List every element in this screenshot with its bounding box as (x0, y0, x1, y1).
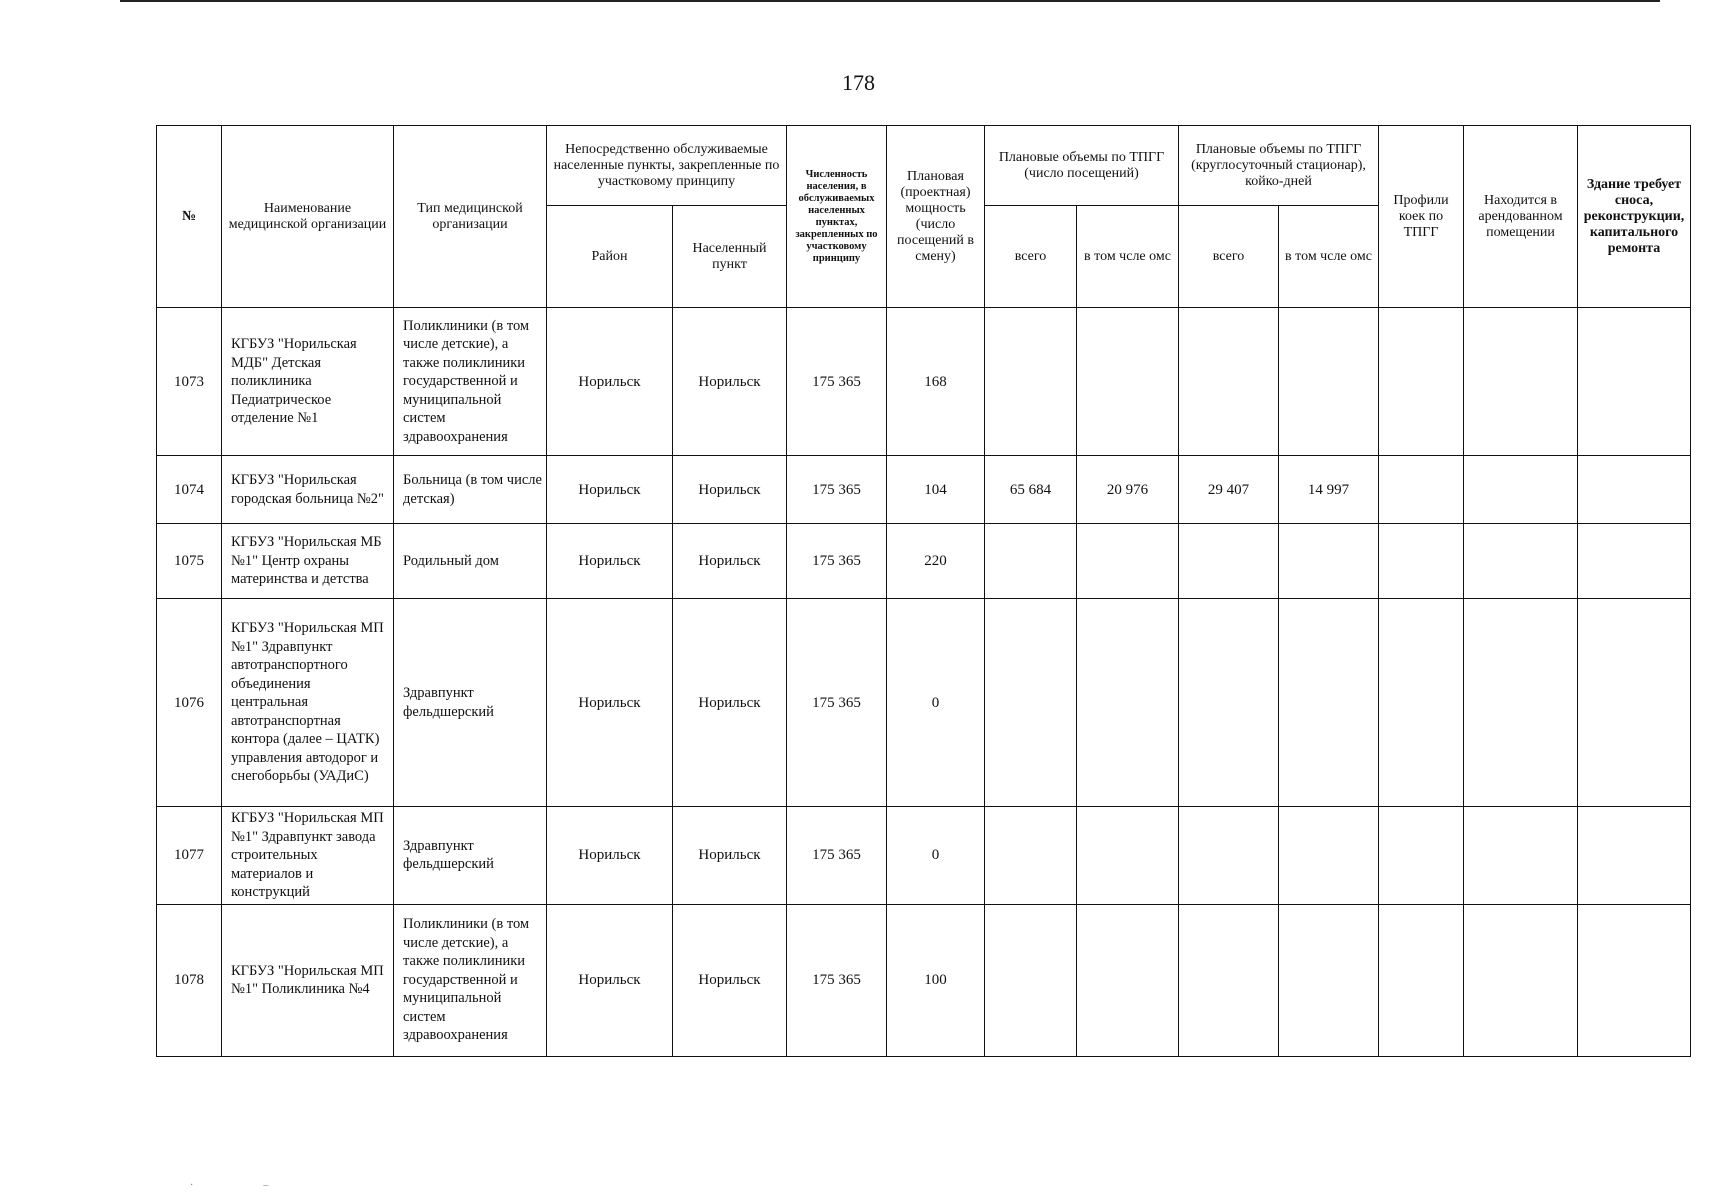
cell-profiles (1379, 599, 1464, 807)
cell-capacity: 220 (887, 524, 985, 599)
cell-visits-oms (1077, 904, 1179, 1056)
header-visits-oms: в том чсле омс (1077, 206, 1179, 308)
cell-profiles (1379, 524, 1464, 599)
cell-beds-oms (1279, 807, 1379, 905)
header-tpgg-beds-group: Плановые объемы по ТПГГ (круглосуточный стационар), койко-дней (1179, 126, 1379, 206)
cell-district: Норильск (547, 456, 673, 524)
cell-capacity: 168 (887, 308, 985, 456)
cell-beds-oms (1279, 904, 1379, 1056)
cell-no: 1077 (157, 807, 222, 905)
cell-no: 1074 (157, 456, 222, 524)
header-no: № (157, 126, 222, 308)
cell-demolition (1578, 524, 1691, 599)
cell-visits-total (985, 904, 1077, 1056)
cell-name: КГБУЗ "Норильская МП №1" Здравпункт завода строительных материалов и конструкций (222, 807, 394, 905)
cell-type: Поликлиники (в том числе детские), а также поликлиники государственной и муниципальной систем здравоохранения (394, 308, 547, 456)
cell-profiles (1379, 456, 1464, 524)
cell-settlement: Норильск (673, 524, 787, 599)
cell-visits-total (985, 524, 1077, 599)
cell-district: Норильск (547, 599, 673, 807)
cell-profiles (1379, 807, 1464, 905)
cell-demolition (1578, 807, 1691, 905)
cell-no: 1078 (157, 904, 222, 1056)
header-beds-total: всего (1179, 206, 1279, 308)
cell-settlement: Норильск (673, 599, 787, 807)
cell-beds-total (1179, 599, 1279, 807)
cell-settlement: Норильск (673, 308, 787, 456)
cell-rented (1464, 807, 1578, 905)
cell-rented (1464, 456, 1578, 524)
header-type: Тип медицинской организации (394, 126, 547, 308)
cell-visits-total: 65 684 (985, 456, 1077, 524)
table-row (157, 599, 1691, 807)
cell-population: 175 365 (787, 524, 887, 599)
cell-beds-oms (1279, 524, 1379, 599)
cell-settlement: Норильск (673, 904, 787, 1056)
cell-district: Норильск (547, 308, 673, 456)
cell-district: Норильск (547, 524, 673, 599)
header-name: Наименование медицинской организации (222, 126, 394, 308)
cell-name: КГБУЗ "Норильская МП №1" Поликлиника №4 (222, 904, 394, 1056)
header-bed-profiles: Профили коек по ТПГГ (1379, 126, 1464, 308)
cell-beds-oms (1279, 599, 1379, 807)
scan-artifact: · – (190, 1180, 269, 1191)
facilities-table (156, 125, 1691, 1057)
cell-capacity: 104 (887, 456, 985, 524)
table-row (157, 308, 1691, 456)
header-visits-total: всего (985, 206, 1077, 308)
cell-rented (1464, 599, 1578, 807)
cell-type: Больница (в том числе детская) (394, 456, 547, 524)
cell-visits-total (985, 308, 1077, 456)
cell-type: Здравпункт фельдшерский (394, 599, 547, 807)
cell-type: Здравпункт фельдшерский (394, 807, 547, 905)
cell-visits-oms (1077, 807, 1179, 905)
table-row (157, 524, 1691, 599)
header-settlements-group: Непосредственно обслуживаемые населенные пункты, закрепленные по участковому принципу (547, 126, 787, 206)
table-header (157, 126, 1691, 308)
cell-beds-total (1179, 308, 1279, 456)
cell-district: Норильск (547, 904, 673, 1056)
cell-visits-oms (1077, 308, 1179, 456)
cell-beds-total (1179, 807, 1279, 905)
header-capacity: Плановая (проектная) мощность (число посещений в смену) (887, 126, 985, 308)
table-row (157, 456, 1691, 524)
header-rented: Находится в арендованном помещении (1464, 126, 1578, 308)
header-beds-oms: в том чсле омс (1279, 206, 1379, 308)
cell-visits-total (985, 599, 1077, 807)
cell-demolition (1578, 904, 1691, 1056)
cell-type: Родильный дом (394, 524, 547, 599)
cell-profiles (1379, 308, 1464, 456)
cell-beds-oms (1279, 308, 1379, 456)
cell-demolition (1578, 456, 1691, 524)
cell-beds-oms: 14 997 (1279, 456, 1379, 524)
table-body (157, 308, 1691, 1057)
cell-demolition (1578, 308, 1691, 456)
header-demolition: Здание требует сноса, реконструкции, капитального ремонта (1578, 126, 1691, 308)
page-number: 178 (842, 70, 875, 95)
cell-no: 1076 (157, 599, 222, 807)
cell-population: 175 365 (787, 904, 887, 1056)
cell-beds-total: 29 407 (1179, 456, 1279, 524)
top-border-line (120, 0, 1660, 2)
cell-settlement: Норильск (673, 807, 787, 905)
cell-visits-total (985, 807, 1077, 905)
cell-population: 175 365 (787, 599, 887, 807)
cell-capacity: 0 (887, 807, 985, 905)
cell-capacity: 0 (887, 599, 985, 807)
cell-capacity: 100 (887, 904, 985, 1056)
cell-rented (1464, 904, 1578, 1056)
cell-name: КГБУЗ "Норильская МДБ" Детская поликлиника Педиатрическое отделение №1 (222, 308, 394, 456)
header-tpgg-visits-group: Плановые объемы по ТПГГ (число посещений) (985, 126, 1179, 206)
table-row (157, 904, 1691, 1056)
cell-visits-oms: 20 976 (1077, 456, 1179, 524)
cell-visits-oms (1077, 524, 1179, 599)
cell-rented (1464, 524, 1578, 599)
cell-visits-oms (1077, 599, 1179, 807)
cell-population: 175 365 (787, 308, 887, 456)
header-settlement: Населенный пункт (673, 206, 787, 308)
cell-no: 1075 (157, 524, 222, 599)
cell-population: 175 365 (787, 456, 887, 524)
cell-rented (1464, 308, 1578, 456)
cell-district: Норильск (547, 807, 673, 905)
cell-type: Поликлиники (в том числе детские), а также поликлиники государственной и муниципальной систем здравоохранения (394, 904, 547, 1056)
header-district: Район (547, 206, 673, 308)
cell-name: КГБУЗ "Норильская МБ №1" Центр охраны материнства и детства (222, 524, 394, 599)
cell-beds-total (1179, 904, 1279, 1056)
cell-beds-total (1179, 524, 1279, 599)
cell-demolition (1578, 599, 1691, 807)
cell-name: КГБУЗ "Норильская МП №1" Здравпункт автотранспортного объединения центральная автотранспортная контора (далее – ЦАТК) управления автодорог и снегоборьбы (УАДиС) (222, 599, 394, 807)
cell-name: КГБУЗ "Норильская городская больница №2" (222, 456, 394, 524)
table-row (157, 807, 1691, 905)
cell-settlement: Норильск (673, 456, 787, 524)
cell-profiles (1379, 904, 1464, 1056)
cell-no: 1073 (157, 308, 222, 456)
cell-population: 175 365 (787, 807, 887, 905)
header-population: Численность населения, в обслуживаемых населенных пунктах, закрепленных по участковому принципу (787, 126, 887, 308)
